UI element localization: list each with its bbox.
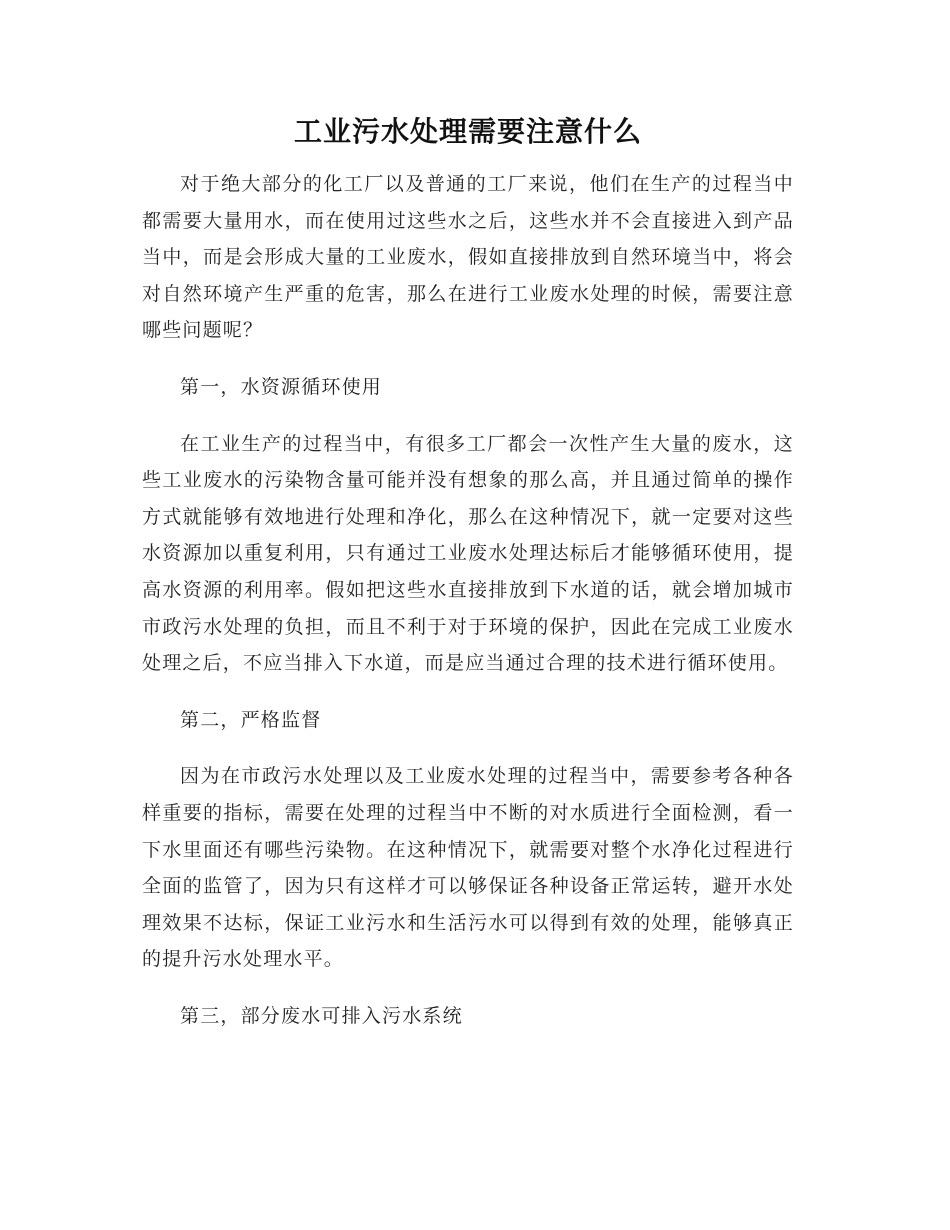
section-1-paragraph: 在工业生产的过程当中，有很多工厂都会一次性产生大量的废水，这些工业废水的污染物含量可能并没有想象的那么高，并且通过简单的操作方式就能够有效地进行处理和净化，那么在这种情况下，就一定要对这些水资源加以重复利用，只有通过工业废水处理达标后才能够循环使用，提高水资源的利用率。假如把这些水直接排放到下水道的话，就会增加城市市政污水处理的负担，而且不利于对于环境的保护，因此在完成工业废水处理之后，不应当排入下水道，而是应当通过合理的技术进行循环使用。 bbox=[142, 432, 794, 675]
document-title: 工业污水处理需要注意什么 bbox=[293, 115, 642, 148]
paragraph-spacer bbox=[142, 682, 794, 702]
document-body bbox=[142, 110, 794, 1034]
paragraph-spacer bbox=[142, 738, 794, 758]
paragraph-spacer bbox=[142, 406, 794, 426]
section-2-paragraph: 因为在市政污水处理以及工业废水处理的过程当中，需要参考各种各样重要的指标，需要在处理的过程当中不断的对水质进行全面检测，看一下水里面还有哪些污染物。在这种情况下，就需要对整个水净化过程进行全面的监管了，因为只有这样才可以够保证各种设备正常运转，避开水处理效果不达标，保证工业污水和生活污水可以得到有效的处理，能够真正的提升污水处理水平。 bbox=[142, 765, 794, 971]
section-heading-3: 第三，部分废水可排入污水系统 bbox=[180, 1004, 463, 1027]
paragraph-spacer bbox=[142, 349, 794, 369]
section-heading-2: 第二，严格监督 bbox=[180, 708, 322, 731]
paragraph-spacer bbox=[142, 978, 794, 998]
section-heading-1: 第一，水资源循环使用 bbox=[180, 375, 383, 398]
intro-paragraph: 对于绝大部分的化工厂以及普通的工厂来说，他们在生产的过程当中都需要大量用水，而在使用过这些水之后，这些水并不会直接进入到产品当中，而是会形成大量的工业废水，假如直接排放到自然环境当中，将会对自然环境产生严重的危害，那么在进行工业废水处理的时候，需要注意哪些问题呢？ bbox=[142, 173, 794, 342]
